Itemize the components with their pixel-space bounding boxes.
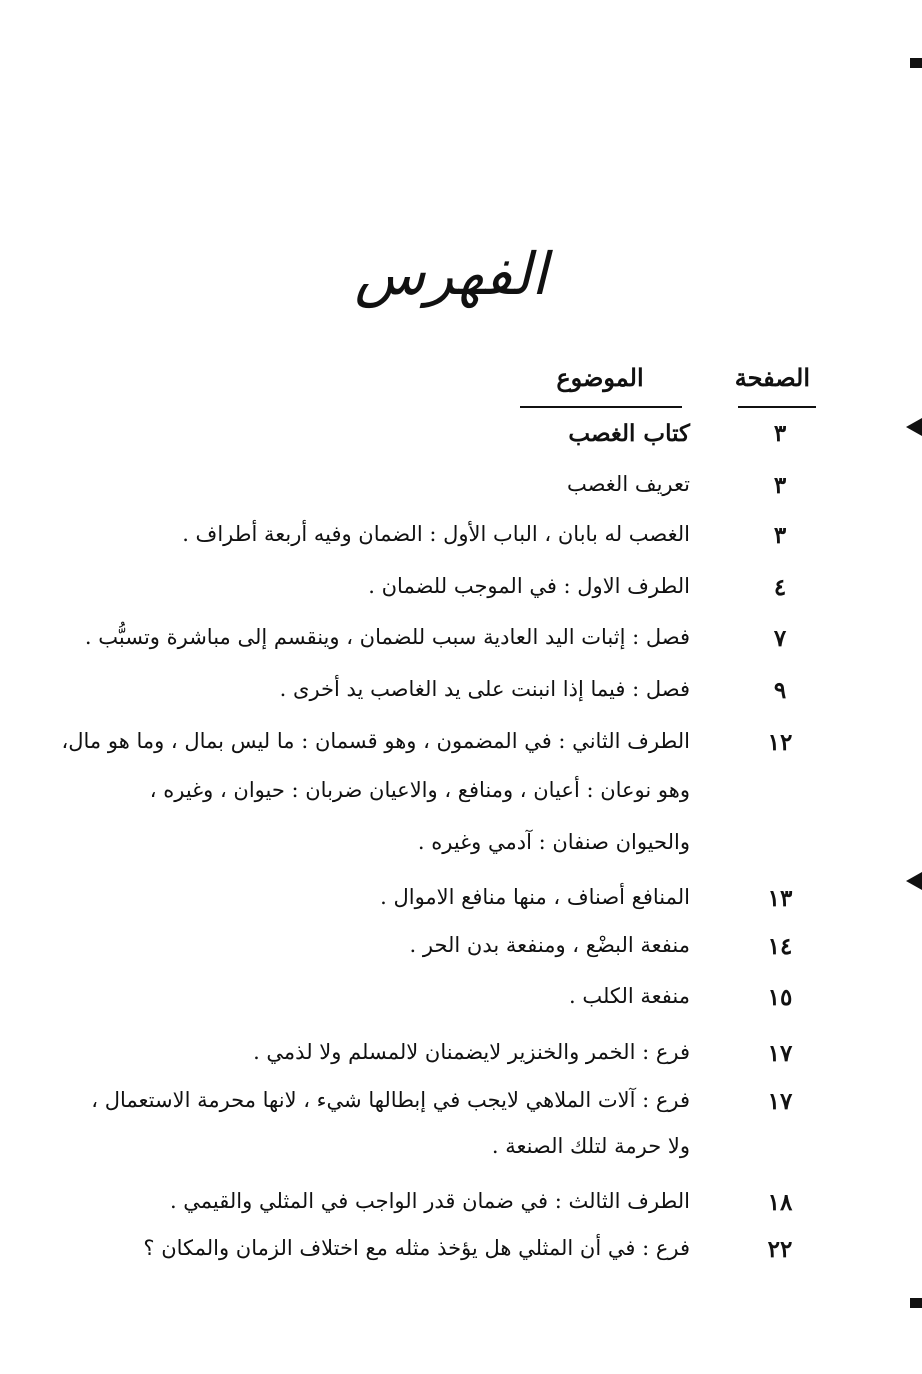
- entry-page-number: ١٢: [767, 729, 793, 756]
- toc-entry-continuation: [0, 778, 922, 818]
- page-header-underline: [738, 406, 816, 408]
- entry-text: المنافع أصناف ، منها منافع الاموال .: [380, 885, 690, 909]
- entry-text: الطرف الثالث : في ضمان قدر الواجب في المثلي والقيمي .: [169, 1189, 690, 1213]
- entry-page-number: ٣: [773, 472, 787, 499]
- entry-text: والحيوان صنفان : آدمي وغيره .: [417, 830, 690, 854]
- toc-entry: [0, 984, 922, 1024]
- entry-page-number: ٩: [773, 677, 787, 704]
- entry-page-number: ٣: [773, 420, 787, 447]
- toc-entry: [0, 1189, 922, 1229]
- entry-page-number: ٤: [773, 574, 787, 601]
- entry-text: كتاب الغصب: [568, 420, 690, 447]
- page-column-header: الصفحة: [734, 363, 810, 392]
- toc-entry: [0, 933, 922, 973]
- toc-entry: [0, 677, 922, 717]
- topic-column-header: الموضوع: [556, 363, 644, 392]
- entry-page-number: ٣: [773, 522, 787, 549]
- entry-page-number: ١٣: [767, 885, 793, 912]
- entry-text: فصل : فيما إذا انبنت على يد الغاصب يد أخرى .: [279, 677, 690, 701]
- entry-text: الغصب له بابان ، الباب الأول : الضمان وفيه أربعة أطراف .: [182, 522, 690, 546]
- toc-entry-continuation: [0, 1134, 922, 1174]
- entry-text: الطرف الاول : في الموجب للضمان .: [368, 574, 690, 598]
- toc-entry: [0, 1088, 922, 1128]
- toc-entry: [0, 522, 922, 562]
- toc-entry: [0, 729, 922, 769]
- page-title: الفهرس: [354, 240, 548, 308]
- entry-page-number: ٢٢: [767, 1236, 793, 1263]
- toc-entry: [0, 625, 922, 665]
- entry-text: فرع : في أن المثلي هل يؤخذ مثله مع اختلاف الزمان والمكان ؟: [143, 1236, 690, 1260]
- toc-entry: [0, 1236, 922, 1276]
- entry-page-number: ١٥: [767, 984, 793, 1011]
- scan-edge-mark: [910, 1298, 922, 1308]
- toc-entry: [0, 420, 922, 460]
- entry-text: فرع : آلات الملاهي لايجب في إبطالها شيء ، لانها محرمة الاستعمال ،: [91, 1088, 690, 1112]
- scan-edge-mark: [910, 58, 922, 68]
- entry-page-number: ١٨: [767, 1189, 793, 1216]
- entry-text: الطرف الثاني : في المضمون ، وهو قسمان : ما ليس بمال ، وما هو مال،: [61, 729, 690, 753]
- entry-text: منفعة الكلب .: [568, 984, 690, 1008]
- entry-text: وهو نوعان : أعيان ، ومنافع ، والاعيان ضربان : حيوان ، وغيره ،: [149, 778, 690, 802]
- scan-edge-mark: [906, 418, 922, 436]
- toc-entry: [0, 1040, 922, 1080]
- toc-entry: [0, 885, 922, 925]
- entry-page-number: ١٤: [767, 933, 793, 960]
- entry-text: تعريف الغصب: [566, 472, 690, 496]
- scan-edge-mark: [906, 872, 922, 890]
- entry-text: فرع : الخمر والخنزير لايضمنان لالمسلم ولا لذمي .: [253, 1040, 690, 1064]
- entry-page-number: ١٧: [767, 1088, 793, 1115]
- entry-page-number: ١٧: [767, 1040, 793, 1067]
- entry-page-number: ٧: [773, 625, 787, 652]
- toc-entry-continuation: [0, 830, 922, 870]
- toc-entry: [0, 472, 922, 512]
- toc-entry: [0, 574, 922, 614]
- entry-text: فصل : إثبات اليد العادية سبب للضمان ، وينقسم إلى مباشرة وتسبُّب .: [84, 625, 690, 649]
- entry-text: منفعة البضْع ، ومنفعة بدن الحر .: [409, 933, 690, 957]
- topic-header-underline: [520, 406, 682, 408]
- entry-text: ولا حرمة لتلك الصنعة .: [491, 1134, 690, 1158]
